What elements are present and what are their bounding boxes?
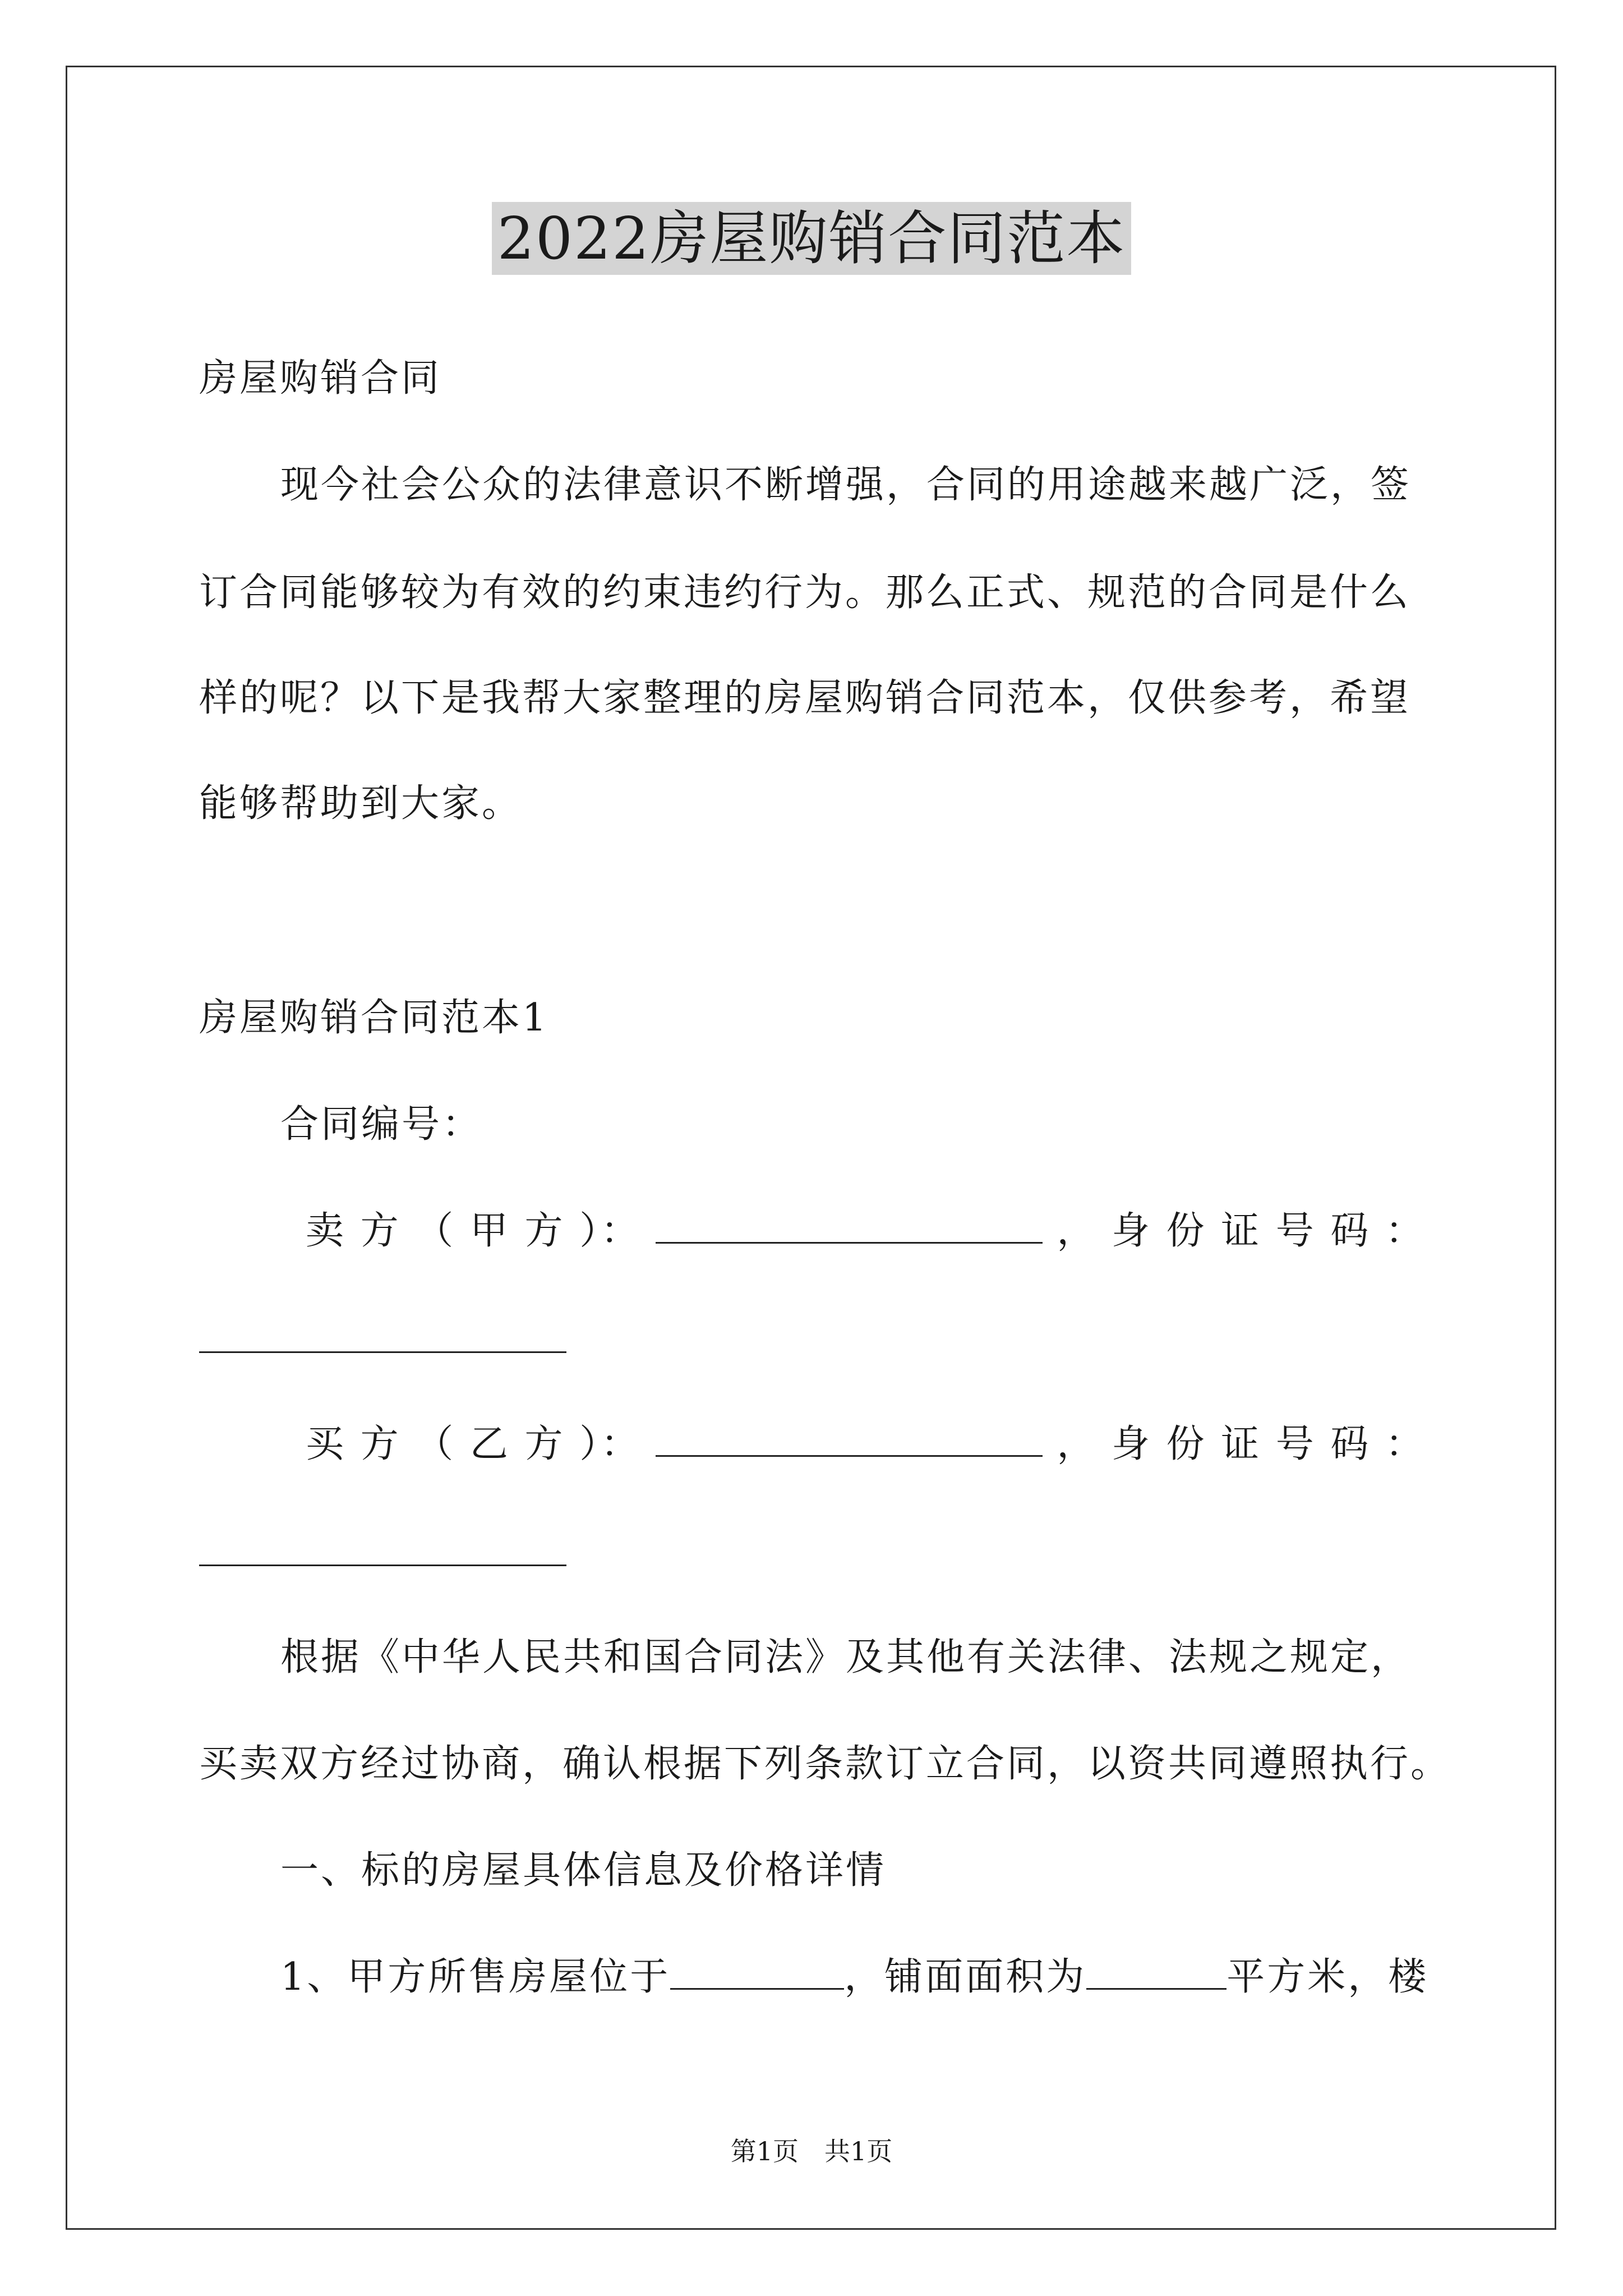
buyer-label: 买 方 （ 乙 方 ）： bbox=[306, 1422, 642, 1466]
clause-1-location-label: 1、甲方所售房屋位于 bbox=[280, 1955, 671, 1999]
seller-name-blank[interactable] bbox=[656, 1208, 1043, 1244]
clause-1-unit: 平方米，楼 bbox=[1227, 1955, 1429, 1999]
contract-number-label: 合同编号： bbox=[280, 1102, 483, 1147]
document-title bbox=[0, 199, 1623, 278]
intro-line-4: 能够帮助到大家。 bbox=[199, 781, 523, 826]
clause-1-row bbox=[280, 1952, 1428, 2003]
area-blank[interactable] bbox=[1086, 1954, 1227, 1990]
buyer-row bbox=[306, 1419, 1426, 1470]
section-1-heading: 一、标的房屋具体信息及价格详情 bbox=[280, 1848, 887, 1893]
seller-row bbox=[306, 1206, 1426, 1257]
intro-line-3: 样的呢？以下是我帮大家整理的房屋购销合同范本，仅供参考，希望 bbox=[199, 676, 1411, 720]
intro-line-2: 订合同能够较为有效的约束违约行为。那么正式、规范的合同是什么 bbox=[199, 570, 1411, 615]
basis-line-1: 根据《中华人民共和国合同法》及其他有关法律、法规之规定， bbox=[280, 1635, 1412, 1680]
buyer-id-row bbox=[199, 1529, 566, 1579]
document-title-text: 2022房屋购销合同范本 bbox=[492, 202, 1132, 275]
basis-line-2: 买卖双方经过协商，确认根据下列条款订立合同，以资共同遵照执行。 bbox=[199, 1742, 1451, 1786]
heading-sample-1: 房屋购销合同范本1 bbox=[199, 996, 549, 1040]
seller-id-blank[interactable] bbox=[199, 1318, 566, 1353]
page-number: 第1页 共1页 bbox=[730, 2136, 893, 2166]
clause-1-area-label: ，铺面面积为 bbox=[844, 1955, 1087, 1999]
buyer-name-blank[interactable] bbox=[656, 1421, 1043, 1457]
seller-id-label: ， 身 份 证 号 码 ： bbox=[1057, 1209, 1426, 1253]
seller-label: 卖 方 （ 甲 方 ）： bbox=[306, 1209, 642, 1253]
heading-contract: 房屋购销合同 bbox=[199, 356, 442, 401]
buyer-id-blank[interactable] bbox=[199, 1531, 566, 1566]
seller-id-row bbox=[199, 1315, 566, 1366]
buyer-id-label: ， 身 份 证 号 码 ： bbox=[1057, 1422, 1426, 1466]
location-blank[interactable] bbox=[670, 1954, 844, 1990]
intro-line-1: 现今社会公众的法律意识不断增强，合同的用途越来越广泛，签 bbox=[280, 463, 1412, 507]
